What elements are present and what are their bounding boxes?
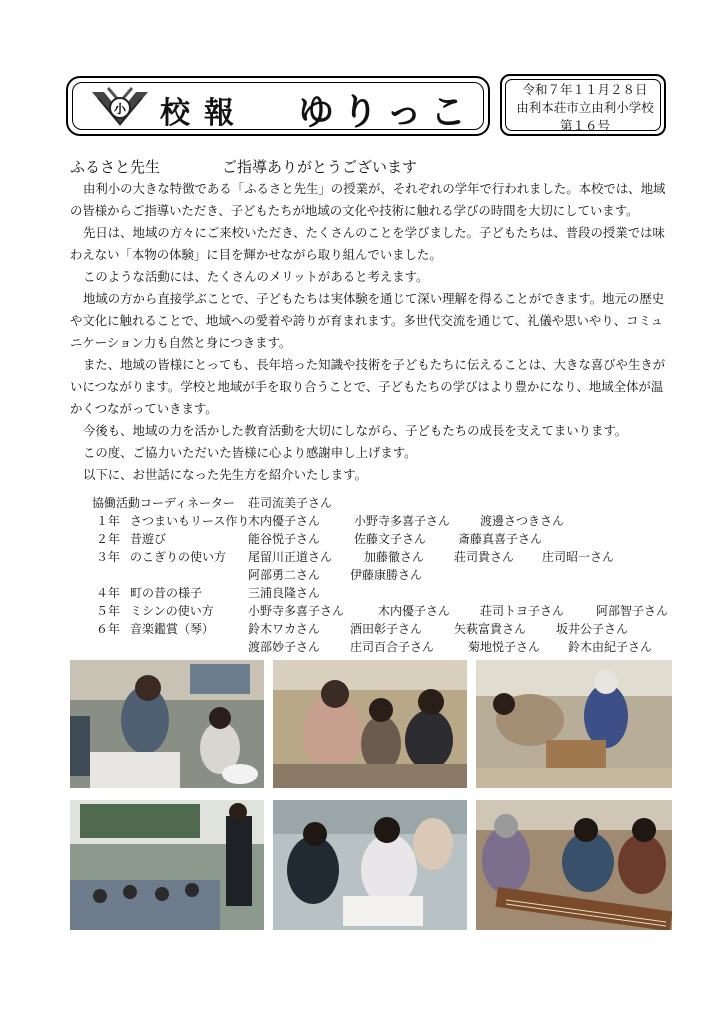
paragraph-3: このような活動には、たくさんのメリットがあると考えます。 [83, 269, 429, 284]
grade-label: ６年 [96, 622, 121, 636]
teacher-name: 尾留川正道さん [248, 550, 333, 564]
teacher-name: 小野寺多喜子さん [354, 514, 451, 528]
teacher-name: 小野寺多喜子さん [248, 604, 345, 618]
grade-label: ４年 [96, 586, 121, 600]
school-emblem-icon [90, 86, 150, 128]
article-headline [70, 156, 418, 177]
paragraph-7: この度、ご協力いただいた皆様に心より感謝申し上げます。 [83, 445, 417, 460]
grade-label: ３年 [96, 550, 121, 564]
photo-sewing-machine [273, 800, 467, 930]
activity-label: ミシンの使い方 [130, 604, 214, 618]
photo-wreath-making [70, 660, 264, 788]
activity-label: のこぎりの使い方 [130, 550, 227, 564]
teacher-name: 能谷悦子さん [248, 532, 321, 546]
grade-label: ５年 [96, 604, 121, 618]
paragraph-6: 今後も、地域の力を活かした教育活動を大切にしながら、子どもたちの成長を支えてまいります。 [83, 423, 628, 438]
newsletter-title: ゆりっこ [298, 92, 475, 133]
headline-title: ふるさと先生 [70, 158, 161, 176]
masthead [66, 76, 490, 136]
teacher-name: 阿部勇二さん [248, 568, 321, 582]
teacher-name: 佐藤文子さん [354, 532, 427, 546]
teacher-name: 木内優子さん [248, 514, 321, 528]
teacher-name: 酒田彰子さん [350, 622, 423, 636]
issue-info-box [500, 74, 666, 136]
school-name: 由利本荘市立由利小学校 [516, 100, 654, 115]
newsletter-title-kind: 校報 [160, 96, 248, 131]
teacher-name: 阿部智子さん [596, 604, 669, 618]
issue-number: 第１６号 [559, 118, 610, 133]
emblem-text: 小 [113, 102, 127, 116]
teacher-name: 渡邊さつきさん [480, 514, 565, 528]
paragraph-5: また、地域の皆様にとっても、長年培った知識や技術を子どもたちに伝えることは、大きな喜びや生きがいにつながります。学校と地域が手を取り合うことで、子どもたちの学びはより豊かになり、地域全体が温かくつながっていきます。 [70, 357, 666, 416]
headline-subtitle: ご指導ありがとうございます [222, 158, 418, 176]
teacher-name: 菊地悦子さん [468, 640, 541, 654]
teacher-name: 鈴木由紀子さん [568, 640, 653, 654]
teacher-name: 三浦良隆さん [248, 586, 321, 600]
teacher-name: 矢萩富貴さん [454, 622, 527, 636]
grade-label: ２年 [96, 532, 121, 546]
activity-label: 音楽鑑賞（琴） [130, 622, 215, 636]
teacher-name: 加藤徹さん [364, 550, 425, 564]
photo-saw-lesson [476, 660, 672, 788]
activity-label: さつまいもリース作り [130, 514, 250, 528]
paragraph-8: 以下に、お世話になった先生方を紹介いたします。 [83, 467, 367, 482]
activity-label: 昔遊び [130, 532, 167, 546]
teacher-name: 伊藤康勝さん [350, 568, 423, 582]
paragraph-1: 由利小の大きな特徴である「ふるさと先生」の授業が、それぞれの学年で行われました。本校では、地域の皆様からご指導いただき、子どもたちが地域の文化や技術に触れる学びの時間を大切にしています。 [70, 181, 666, 218]
photo-old-games [273, 660, 467, 788]
teacher-name: 庄司百合子さん [350, 640, 435, 654]
paragraph-4: 地域の方から直接学ぶことで、子どもたちは実体験を通じて深い理解を得ることができます。地元の歴史や文化に触れることで、地域への愛着や誇りが育まれます。多世代交流を通じて、礼儀や思いやり、コミュニケーション力も自然と身につきます。 [70, 291, 665, 350]
teacher-name: 荘司貴さん [454, 550, 515, 564]
issue-date: 令和７年１１月２８日 [522, 82, 648, 97]
teacher-name: 荘司トヨ子さん [480, 604, 565, 618]
teacher-name: 渡部妙子さん [248, 640, 321, 654]
coordinator-name: 荘司流美子さん [248, 496, 333, 510]
photo-koto-lesson [476, 800, 672, 930]
teacher-name: 鈴木ワカさん [248, 622, 321, 636]
photo-classroom-history [70, 800, 264, 930]
activity-label: 町の昔の様子 [130, 586, 203, 600]
coordinator-label: 協働活動コーディネーター [92, 496, 236, 510]
teacher-name: 斎藤真喜子さん [458, 532, 543, 546]
teacher-name: 庄司昭一さん [542, 550, 615, 564]
teacher-name: 坂井公子さん [556, 622, 629, 636]
paragraph-2: 先日は、地域の方々にご来校いただき、たくさんのことを学びました。子どもたちは、普段の授業では味わえない「本物の体験」に目を輝かせながら取り組んでいました。 [70, 225, 665, 262]
teacher-name: 木内優子さん [378, 604, 451, 618]
grade-label: １年 [96, 514, 121, 528]
